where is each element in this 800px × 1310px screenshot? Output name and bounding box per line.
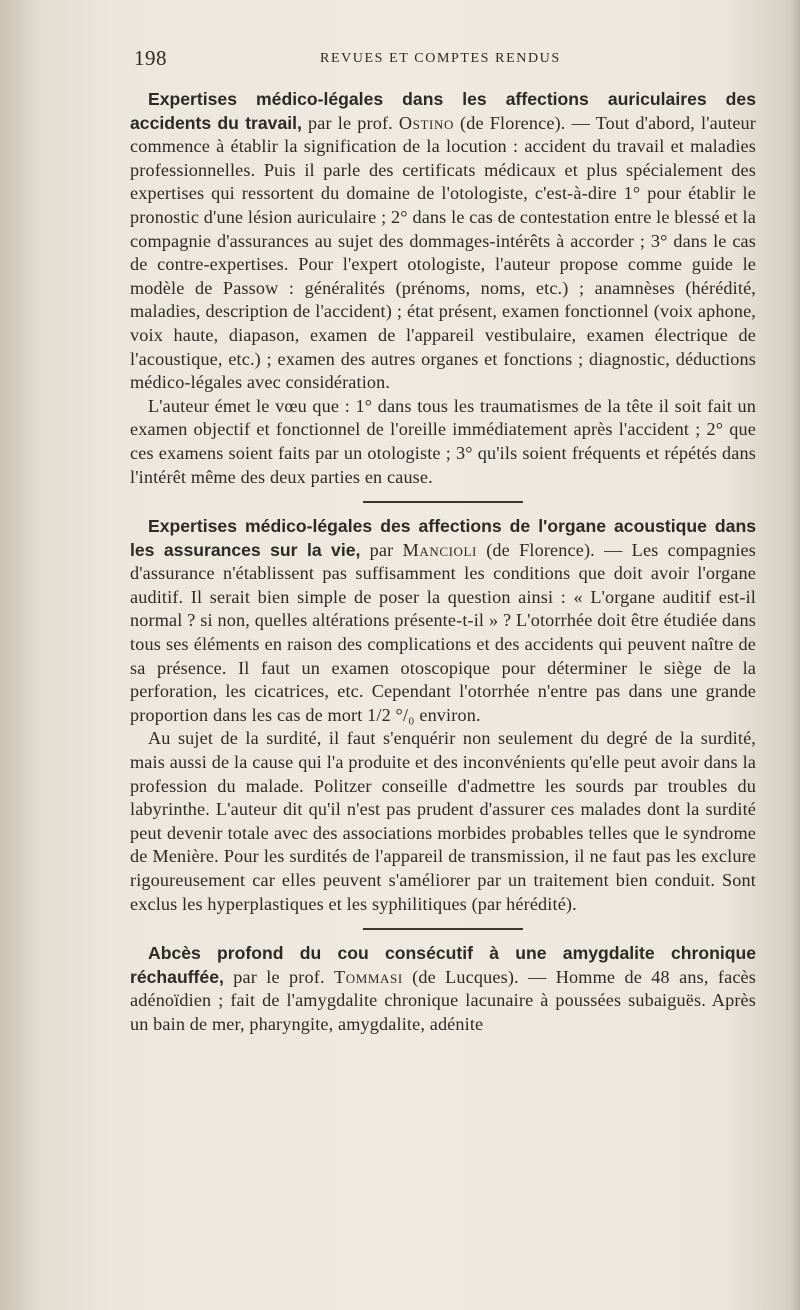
section-divider [363,928,523,930]
page-number: 198 [134,46,167,70]
running-head: REVUES ET COMPTES RENDUS [320,51,561,66]
article-1-body: (de Florence). — Tout d'abord, l'auteur commence à établir la signification de la locution : accident du travail et maladies professionnelles. Puis il parle des certificats médicaux et plus spécialement des expertises qui ressortent du domaine de l'otologiste, c'est-à-dire 1° pour établir le pronostic d'une lésion auriculaire ; 2° dans le cas de contestation entre le blessé et la compagnie d'assurances au sujet des dommages-intérêts à accorder ; 3° dans le cas de contre-expertises. Pour l'expert otologiste, l'auteur propose comme guide le modèle de Passow : généralités (prénoms, noms, etc.) ; anamnèses (hérédité, maladies, description de l'accident) ; état présent, examen fonctionnel (voix aphone, voix haute, diapason, examen de l'appareil vestibulaire, examen électrique de l'acoustique, etc.) ; examen des autres organes et fonctions ; diagnostic, déductions médico-légales avec considération. [130,112,756,393]
article-2-body: (de Florence). — Les compagnies d'assurance n'établissent pas suffisamment les conditions que doit avoir l'organe auditif. Il serait bien simple de poser la question ainsi : « L'organe auditif est-il normal ? si non, quelles altérations présente-t-il » ? L'otorrhée doit être étudiée dans tous ses éléments en raison des complications et des accidents qui peuvent naître de sa présence. Il faut un examen otoscopique pour déterminer le siège de la perforation, les cicatrices, etc. Cependant l'otorrhée n'entre pas dans une grande proportion dans les cas de mort 1/2 °/₀ environ. [130,539,756,725]
article-2-paragraph-2: Au sujet de la surdité, il faut s'enquérir non seulement du degré de la surdité, mais aussi de la cause qui l'a produite et des inconvénients qu'elle peut avoir dans la profession du malade. Politzer conseille d'admettre les sourds par troubles du labyrinthe. L'auteur dit qu'il n'est pas prudent d'assurer ces malades dont la surdité peut devenir totale avec des associations morbides probables telles que le syndrome de Menière. Pour les surdités de l'appareil de transmission, il ne faut pas les exclure rigoureusement car elles peuvent s'améliorer par un traitement bien conduit. Sont exclus les hyperplastiques et les syphilitiques (par hérédité). [130,728,756,914]
article-3-author: Tommasi [334,966,403,987]
article-3-body: (de Lucques). — Homme de 48 ans, facès adénoïdien ; fait de l'amygdalite chronique lacunaire à poussées subaiguës. Après un bain de mer, pharyngite, amygdalite, adénite [130,966,756,1034]
article-2-title: Expertises médico-légales des affections de l'organe acoustique dans les assurances sur la vie, [130,516,756,560]
article-3-byline-pre: par le prof. [223,966,334,987]
article-3-paragraph-1 [130,942,756,1036]
article-2-paragraph-1 [130,515,756,727]
article-1-paragraph-2: L'auteur émet le vœu que : 1° dans tous les traumatismes de la tête il soit fait un examen objectif et fonctionnel de l'oreille immédiatement après l'accident ; 2° que ces examens soient faits par un otologiste ; 3° qu'ils soient fréquents et répétés dans l'intérêt même des deux parties en cause. [130,395,756,487]
article-1-byline-pre: par le prof. [301,112,399,133]
article-2-byline-pre: par [360,539,403,560]
article-1-author: Ostino [398,112,454,133]
page-header [130,46,750,70]
article-1-paragraph-1 [130,88,756,395]
article-2-author: Mancioli [402,539,477,560]
article-3-title: Abcès profond du cou consécutif à une amygdalite chronique réchauffée, [130,943,756,987]
article-1-title: Expertises médico-légales dans les affections auriculaires des accidents du travail, [130,89,756,133]
section-divider [363,501,523,503]
text-column [130,88,756,1037]
